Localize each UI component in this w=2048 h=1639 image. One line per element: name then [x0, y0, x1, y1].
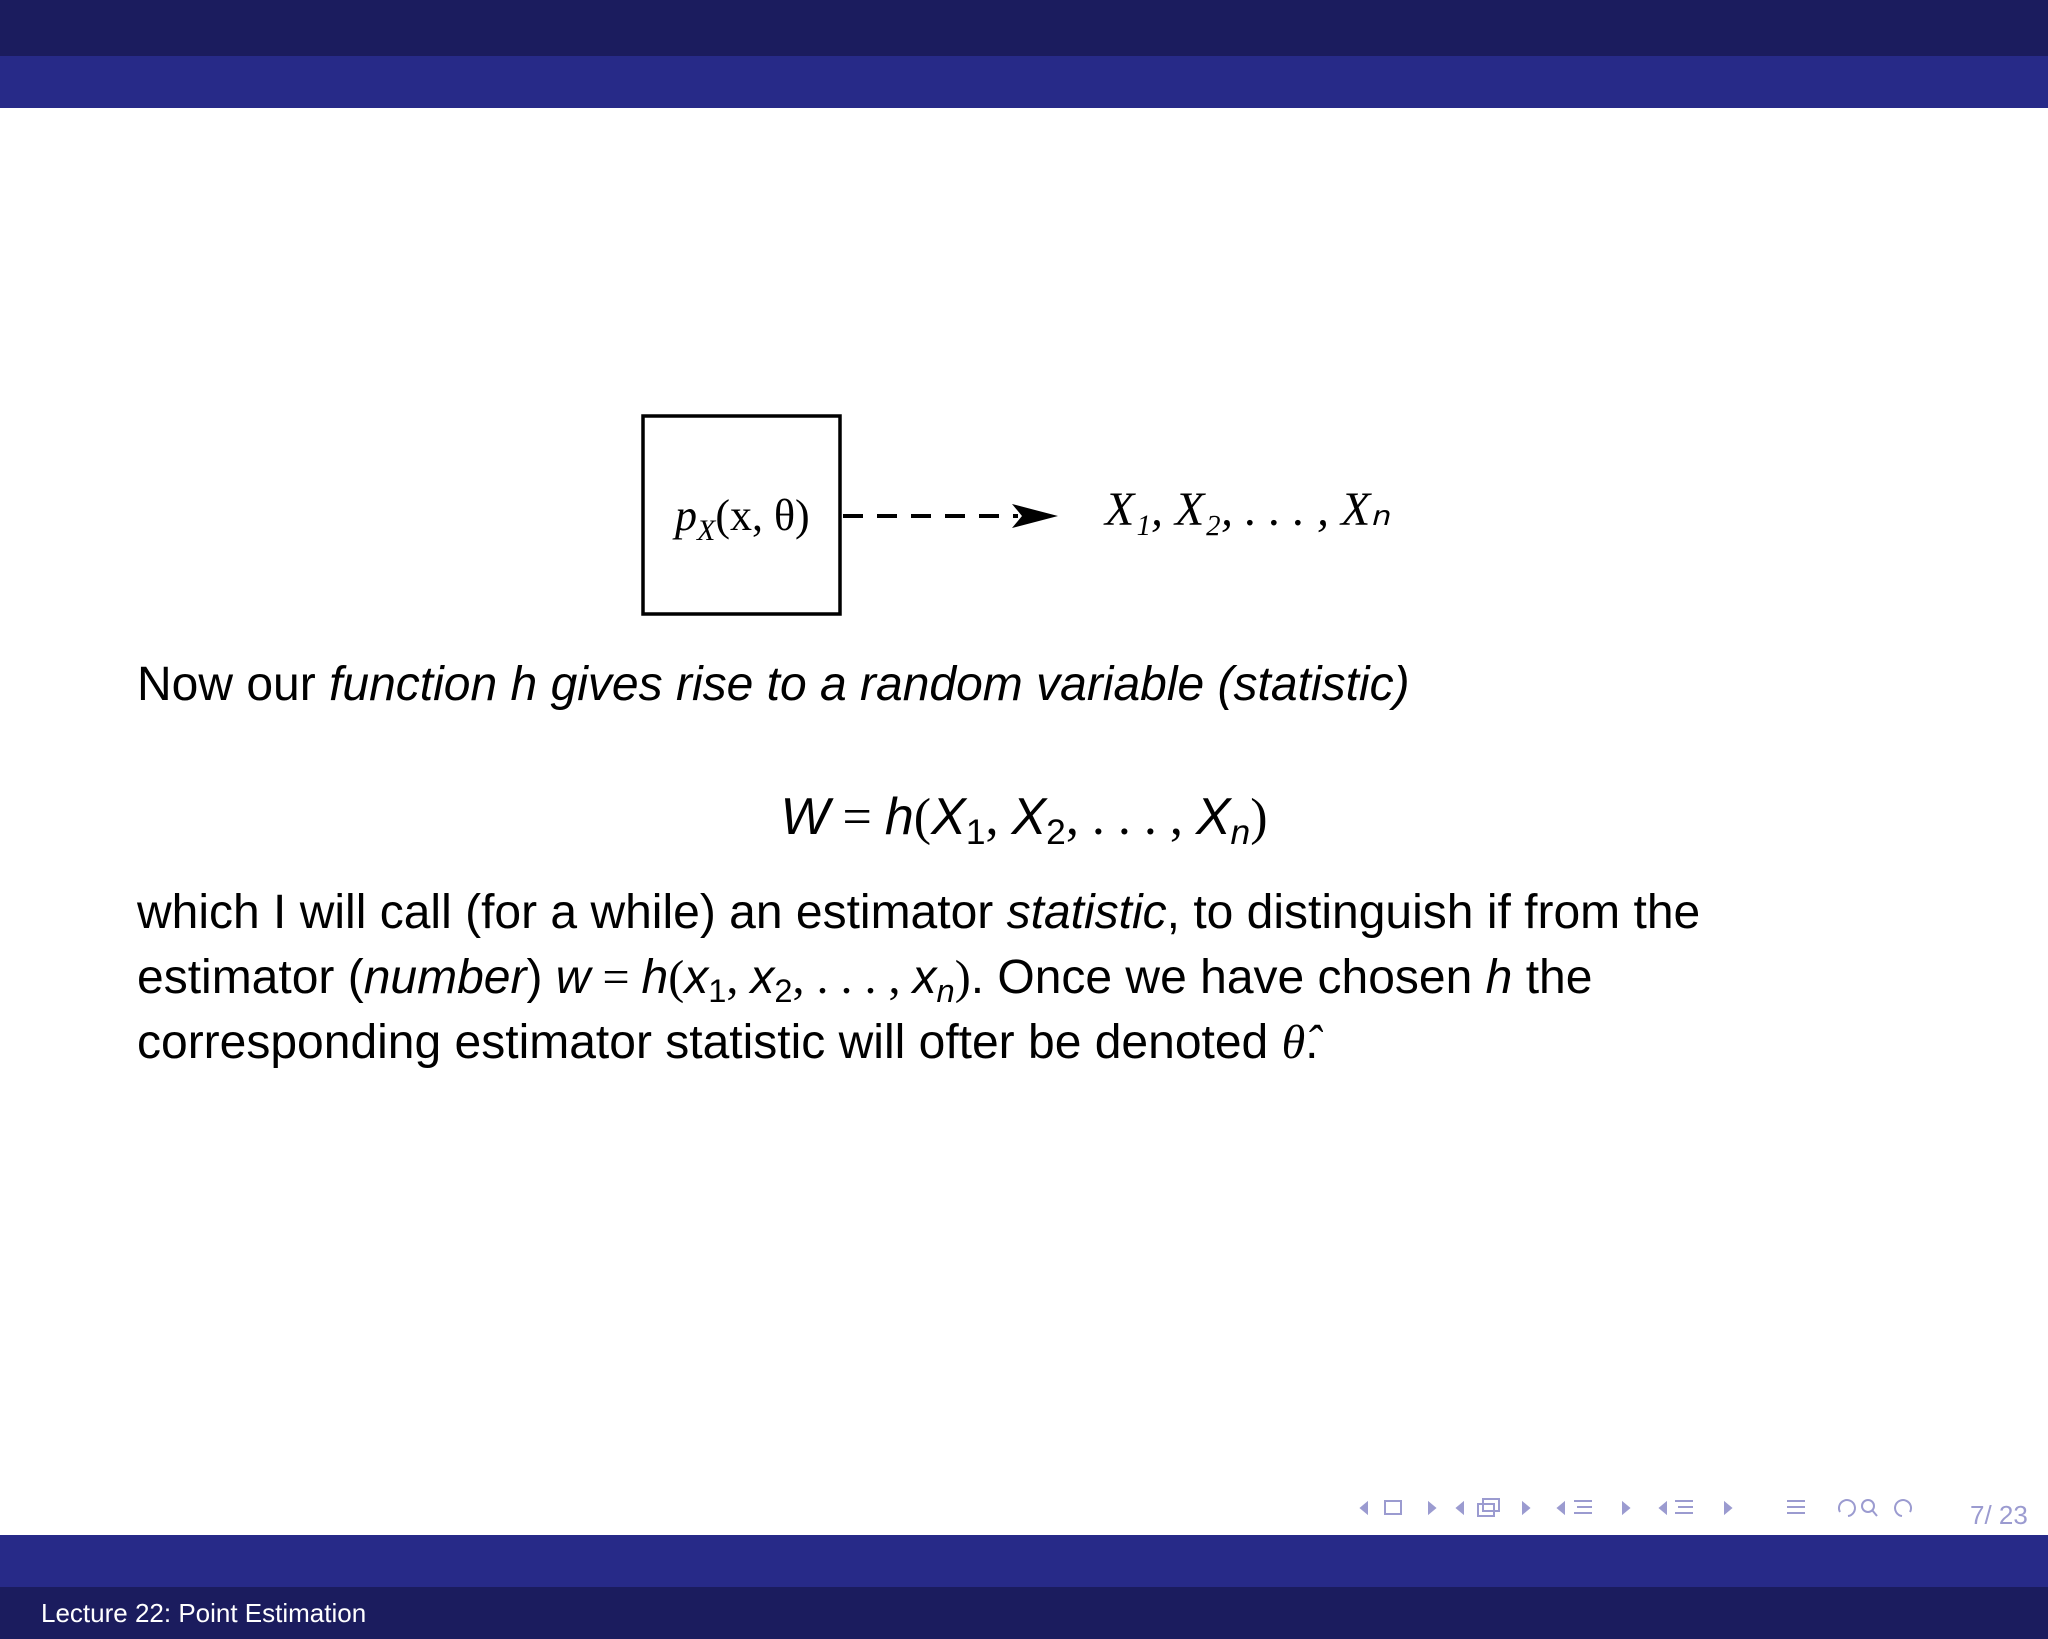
- eq-open: (: [913, 789, 932, 846]
- eq-lhs: W: [780, 788, 830, 846]
- nav-next-subsection-icon[interactable]: [1523, 1503, 1529, 1513]
- p2-dots: , . . . ,: [792, 951, 913, 1004]
- nav-prev-subsection-icon[interactable]: [1457, 1503, 1463, 1513]
- footer-lecture-title: Lecture 22: Point Estimation: [41, 1598, 367, 1628]
- nav-prev-frame-icon[interactable]: [1361, 1503, 1367, 1513]
- estimator-paragraph: [137, 880, 1937, 1075]
- intro-paragraph: [137, 652, 1937, 717]
- footer-band-light: [0, 1535, 2048, 1587]
- nav-next-frame-icon[interactable]: [1429, 1503, 1435, 1513]
- nav-section-icon[interactable]: [1574, 1501, 1592, 1513]
- p2-text-i: the: [1512, 951, 1593, 1004]
- p2-text-d: estimator (: [137, 951, 364, 1004]
- nav-next-part-icon[interactable]: [1725, 1503, 1731, 1513]
- p2-xn: x: [912, 951, 937, 1004]
- eq-x1: X: [931, 788, 966, 846]
- p2-number: number: [363, 951, 527, 1004]
- eq-h: h: [884, 788, 914, 846]
- nav-align-icon[interactable]: [1787, 1501, 1805, 1513]
- distribution-label: $p_X(x$, θ): [675, 491, 810, 547]
- p2-statistic: statistic: [1006, 886, 1167, 939]
- beamer-navigation: [1350, 1490, 1950, 1526]
- p2-sub1: 1: [708, 972, 727, 1010]
- eq-dots: , . . . ,: [1065, 789, 1196, 846]
- p2-h: h: [641, 951, 669, 1004]
- p2-period: .: [1305, 1016, 1319, 1069]
- eq-equals: =: [829, 789, 885, 846]
- eq-sub1: 1: [965, 812, 986, 852]
- nav-back-icon[interactable]: [1839, 1500, 1855, 1516]
- p2-h2: h: [1485, 951, 1513, 1004]
- eq-sub2: 2: [1046, 812, 1066, 852]
- p2-theta-hat: θ̂: [1281, 1016, 1306, 1069]
- intro-italic-text: function h gives rise to a random variable (statistic): [329, 658, 1410, 711]
- nav-prev-part-icon[interactable]: [1660, 1503, 1666, 1513]
- p2-text-f: ): [526, 951, 556, 1004]
- p2-x1: x: [684, 951, 709, 1004]
- nav-part-icon[interactable]: [1675, 1501, 1693, 1513]
- sampling-diagram: [0, 0, 2048, 640]
- sample-label: X₁, X₂, . . . , Xₙ: [1105, 483, 1390, 536]
- p2-equals: =: [590, 951, 642, 1004]
- p2-text-g: . Once we have chosen: [970, 951, 1486, 1004]
- p2-text-c: , to distinguish if from the: [1166, 886, 1701, 939]
- nav-prev-section-icon[interactable]: [1558, 1503, 1564, 1513]
- nav-frame-icon[interactable]: [1385, 1501, 1401, 1514]
- eq-x2: X: [1011, 788, 1047, 846]
- p2-x2: x: [750, 951, 775, 1004]
- nav-next-section-icon[interactable]: [1623, 1503, 1629, 1513]
- intro-text: Now our: [137, 658, 330, 711]
- nav-forward-icon[interactable]: [1895, 1500, 1911, 1516]
- p2-open: (: [668, 951, 685, 1004]
- p2-text-a: which I will call (for a while) an estimator: [137, 886, 1007, 939]
- p2-sub2: 2: [774, 972, 793, 1010]
- p2-w: w: [555, 951, 591, 1004]
- eq-subn: n: [1230, 812, 1251, 852]
- eq-xn: X: [1195, 788, 1231, 846]
- p2-comma: ,: [726, 951, 751, 1004]
- p2-text-j: corresponding estimator statistic will ofter be denoted: [137, 1016, 1282, 1069]
- statistic-equation: [0, 782, 2048, 853]
- eq-close: ): [1250, 789, 1268, 846]
- arrow-head-icon: [1012, 504, 1058, 528]
- page-indicator: 7/ 23: [1970, 1500, 2028, 1530]
- p2-close: ): [954, 951, 971, 1004]
- p2-subn: n: [936, 972, 955, 1010]
- eq-comma: ,: [985, 789, 1012, 846]
